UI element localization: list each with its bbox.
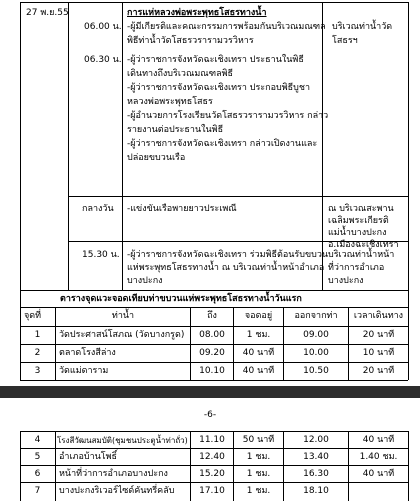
schedule-line: ปล่อยขบวนเรือ [127, 153, 186, 163]
schedule-line: -ผู้อำนวยการโรงเรียนวัดโสธรวรารามวรวิหาร กล่าว [127, 111, 329, 121]
stops-cell: 40 นาที [242, 348, 275, 358]
stops-bottom-border [20, 380, 408, 381]
stops-cell: 10.10 [199, 366, 225, 376]
stops-title-border [20, 307, 408, 308]
stops-header: จอดอยู่ [244, 311, 273, 321]
stops-cell: วัดประศาสน์โสภณ (วัดบางกรูด) [59, 330, 185, 340]
schedule-line: -แข่งขันเรือพายยาวประเพณี [127, 204, 237, 214]
page-gap [0, 386, 420, 398]
schedule-place: บางปะกง [328, 276, 364, 286]
stops-cell: 20 นาที [362, 366, 395, 376]
schedule-place: โสธรฯ [332, 36, 358, 46]
schedule-place: ณ บริเวณสะพาน [328, 204, 394, 214]
schedule-left-border [20, 2, 21, 290]
p2-cell: อำเภอบ้านโพธิ์ [59, 452, 118, 462]
schedule-time: กลางวัน [82, 204, 114, 214]
p2-cell: 13.40 [303, 452, 329, 462]
schedule-line: พิธีท่าน้ำวัดโสธรวรารามวรวิหาร [127, 36, 254, 46]
page-number: -6- [203, 410, 217, 420]
stops-header: ถึง [207, 311, 217, 321]
schedule-line: หลวงพ่อพระพุทธโสธร [127, 97, 213, 107]
schedule-place: ที่ว่าการอำเภอ [328, 263, 385, 273]
schedule-place: แม่น้ำบางปะกง [328, 228, 387, 238]
p2-cell: 7 [34, 486, 41, 496]
stops-cell: 10.00 [303, 348, 329, 358]
schedule-divider-2 [122, 2, 123, 290]
stops-table-title: ตารางจุดแวะจอดเทียบท่าขบวนแห่พระพุทธโสธรทางน้ำวันแรก [60, 294, 302, 304]
schedule-line: บางปะกง [127, 276, 163, 286]
stops-cell: 1 [34, 330, 41, 340]
schedule-place: บริเวณท่าน้ำหน้า [328, 250, 395, 260]
stops-row-border [20, 362, 408, 363]
stops-header-border [20, 326, 408, 327]
schedule-date: 27 พ.ย.55 [26, 8, 69, 18]
p2-cell: 12.40 [199, 452, 225, 462]
p2-cell: 16.30 [303, 469, 329, 479]
stops-cell: 20 นาที [362, 330, 395, 340]
stops-header: เวลาเดินทาง [353, 311, 404, 321]
schedule-line: -ผู้มีเกียรติและคณะกรรมการพร้อมกันบริเวณมณฑล [127, 22, 326, 32]
p2-col-border [55, 431, 56, 501]
schedule-time: 06.30 น. [84, 55, 122, 65]
schedule-place: บริเวณท่าน้ำวัด [332, 22, 393, 32]
p2-cell: บางปะกงริเวอร์ไซด์คันทรี่คลับ [59, 486, 175, 496]
stops-row-border [20, 344, 408, 345]
p2-row-border [20, 465, 408, 466]
stops-cell: วัดแม่ดาราม [59, 366, 109, 376]
p2-cell: 4 [34, 435, 41, 445]
schedule-line: -ผู้ว่าราชการจังหวัดฉะเชิงเทรา ประกอบพิธีบูชา [127, 83, 311, 93]
stops-cell: 1 ชม. [246, 330, 271, 340]
p2-row-border [20, 482, 408, 483]
p2-cell: 15.20 [199, 469, 225, 479]
schedule-divider-3 [322, 2, 323, 290]
stops-cell: 08.00 [199, 330, 225, 340]
stops-cell: ตลาดโรงสีล่าง [59, 348, 116, 358]
schedule-time: 06.00 น. [84, 22, 122, 32]
p2-col-border [408, 431, 409, 501]
stops-cell: 2 [34, 348, 41, 358]
p2-cell: 18.10 [303, 486, 329, 496]
schedule-place: อ.เมืองฉะเชิงเทรา [328, 240, 399, 250]
schedule-line: เดินทางถึงบริเวณมณฑลพิธี [127, 69, 234, 79]
stops-cell: 09.00 [303, 330, 329, 340]
p2-cell: 6 [34, 469, 41, 479]
schedule-line: รายงานต่อประธานในพิธี [127, 125, 224, 135]
schedule-heading: การแห่หลวงพ่อพระพุทธโสธรทางน้ำ [127, 8, 267, 18]
stops-cell: 10 นาที [362, 348, 395, 358]
stops-cell: 10.50 [303, 366, 329, 376]
p2-cell: 17.10 [199, 486, 225, 496]
schedule-time: 15.30 น. [82, 250, 120, 260]
p2-cell: 11.10 [199, 435, 225, 445]
p2-cell: 12.00 [303, 435, 329, 445]
document-page-2 [0, 398, 420, 501]
p2-cell: หน้าที่ว่าการอำเภอบางปะกง [59, 469, 168, 479]
schedule-line: แห่พระพุทธโสธรทางน้ำ ณ บริเวณท่าน้ำหน้าอำเภอ [127, 263, 325, 273]
p2-row-border [20, 448, 408, 449]
p2-cell: 1 ชม. [246, 486, 271, 496]
stops-header: จุดที่ [24, 311, 42, 321]
p2-cell: 40 นาที [362, 469, 395, 479]
p2-table-top-border [20, 431, 408, 432]
schedule-divider-1 [68, 2, 69, 290]
stops-top-border [20, 290, 408, 291]
p2-cell: 1.40 ชม. [359, 452, 398, 462]
stops-cell: 3 [34, 366, 41, 376]
p2-cell: 1 ชม. [246, 469, 271, 479]
stops-col-border [408, 290, 409, 380]
schedule-top-border [20, 2, 408, 3]
schedule-line: -ผู้ว่าราชการจังหวัดฉะเชิงเทรา ประธานในพิธี [127, 55, 304, 65]
stops-cell: 40 นาที [242, 366, 275, 376]
stops-header: ท่าน้ำ [111, 311, 135, 321]
schedule-right-border [408, 2, 409, 290]
schedule-line: -ผู้ว่าราชการจังหวัดฉะเชิงเทรา ร่วมพิธีต้อนรับขบวน [127, 250, 329, 260]
p2-cell: 40 นาที [362, 435, 395, 445]
p2-cell: 50 นาที [242, 435, 275, 445]
p2-cell: 5 [34, 452, 41, 462]
stops-header: ออกจากท่า [294, 311, 338, 321]
stops-cell: 09.20 [199, 348, 225, 358]
p2-cell: โรงสีวัฒนสมบัติ(ชุมชนประตูน้ำท่าถั่ว) [57, 436, 188, 445]
schedule-line: -ผู้ว่าราชการจังหวัดฉะเชิงเทรา กล่าวเปิดงานและ [127, 139, 318, 149]
schedule-row-separator [68, 196, 408, 197]
p2-cell: 1 ชม. [246, 452, 271, 462]
schedule-place: เฉลิมพระเกียรติ [328, 216, 389, 226]
